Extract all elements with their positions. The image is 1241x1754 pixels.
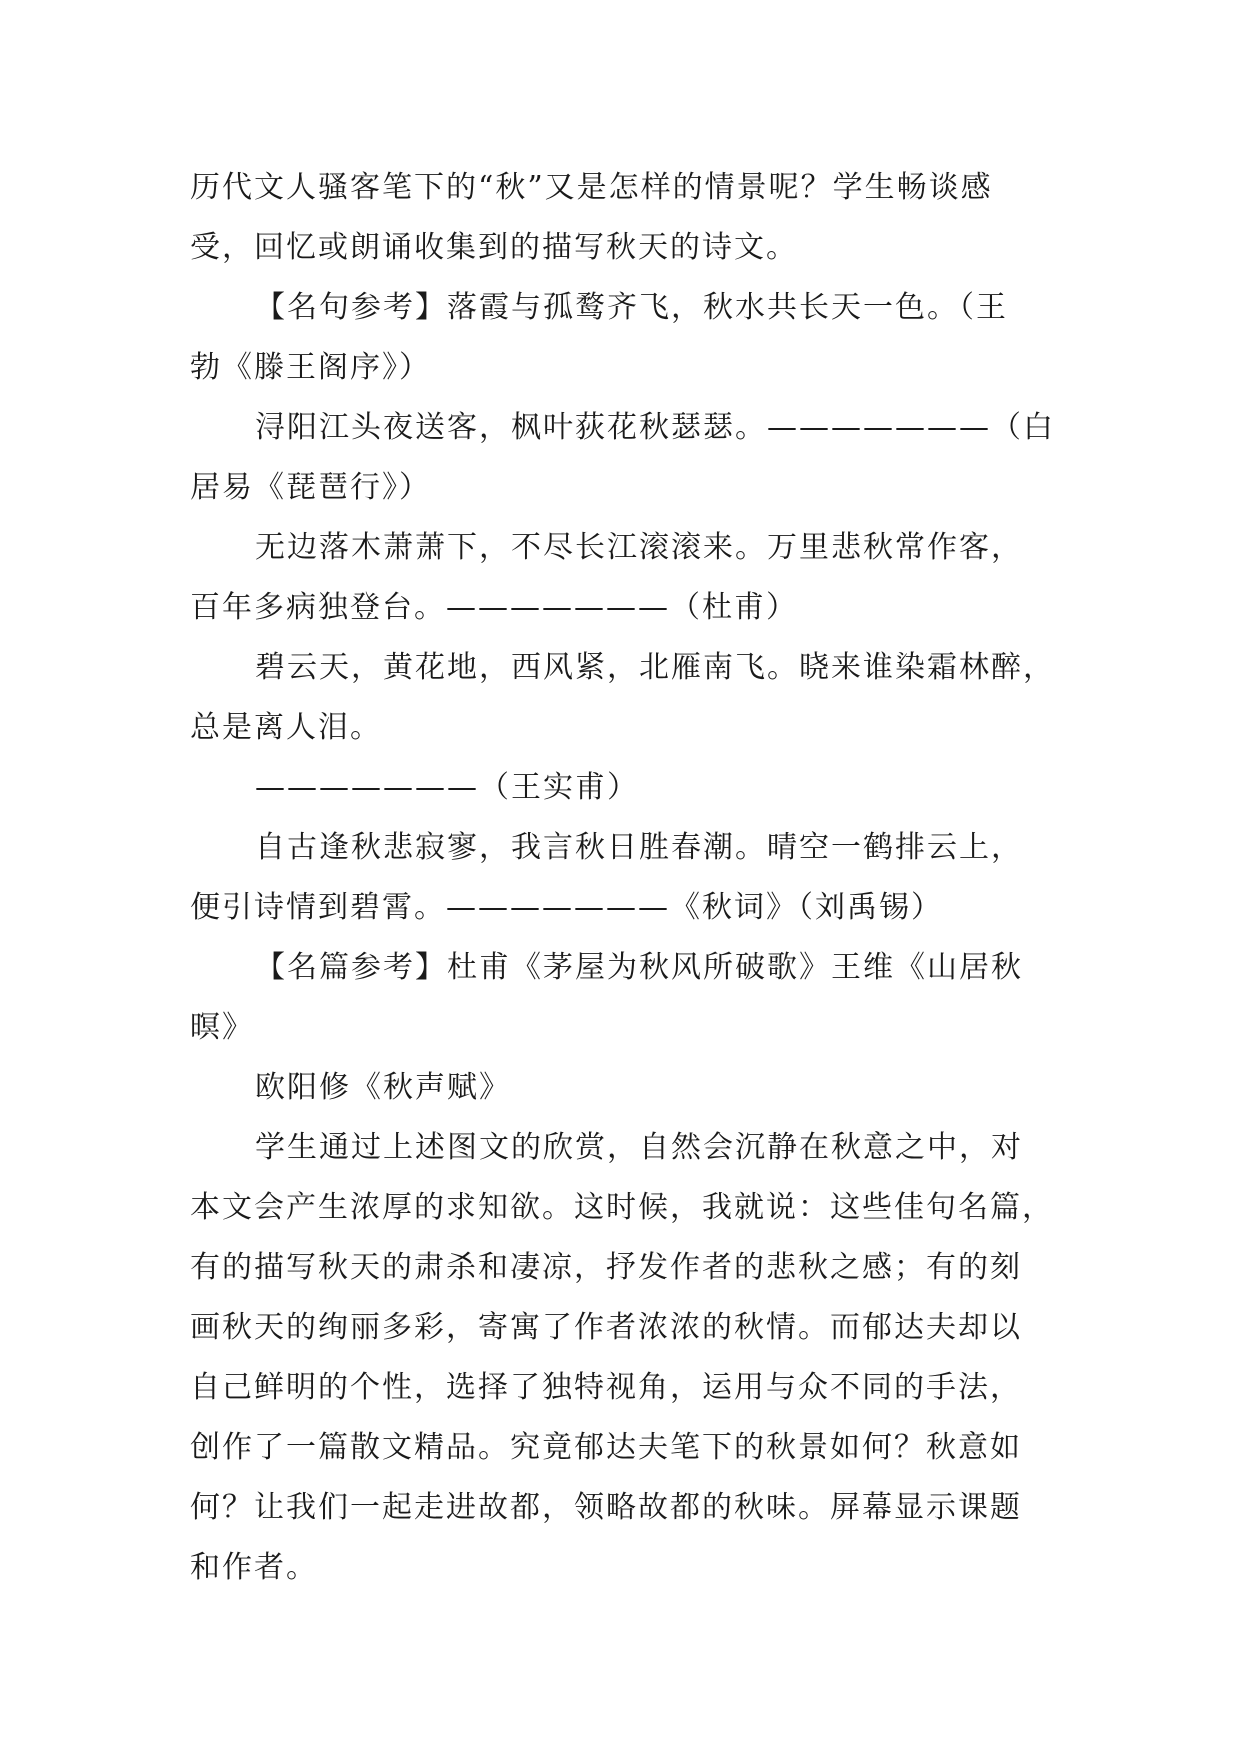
text-line: 学生通过上述图文的欣赏，自然会沉静在秋意之中，对: [255, 1130, 1023, 1165]
text-line: 便引诗情到碧霄。———————《秋词》（刘禹锡）: [190, 890, 943, 925]
text-line: 总是离人泪。: [190, 710, 382, 745]
text-line: 何？让我们一起走进故都，领略故都的秋味。屏幕显示课题: [190, 1490, 1022, 1525]
text-line: 有的描写秋天的肃杀和凄凉，抒发作者的悲秋之感；有的刻: [190, 1250, 1022, 1285]
text-line: 和作者。: [190, 1550, 318, 1585]
text-line: 【名句参考】落霞与孤鹜齐飞，秋水共长天一色。（王: [255, 290, 1008, 325]
text-line: 【名篇参考】杜甫《茅屋为秋风所破歌》王维《山居秋: [255, 950, 1023, 985]
text-line: 自古逢秋悲寂寥，我言秋日胜春潮。晴空一鹤排云上，: [255, 830, 1023, 865]
text-line: 无边落木萧萧下，不尽长江滚滚来。万里悲秋常作客，: [255, 530, 1023, 565]
text-line: 碧云天，黄花地，西风紧，北雁南飞。晓来谁染霜林醉，: [255, 650, 1055, 685]
text-line: 暝》: [190, 1010, 254, 1045]
text-line: 居易《琵琶行》）: [190, 470, 431, 505]
text-line: 勃《滕王阁序》）: [190, 350, 431, 385]
document-body: [190, 158, 1060, 1598]
text-line: 创作了一篇散文精品。究竟郁达夫笔下的秋景如何？秋意如: [190, 1430, 1022, 1465]
text-line: 欧阳修《秋声赋》: [255, 1070, 511, 1105]
text-line: 百年多病独登台。———————（杜甫）: [190, 590, 798, 625]
text-line: 历代文人骚客笔下的“秋”又是怎样的情景呢？学生畅谈感: [190, 170, 993, 205]
text-line: 浔阳江头夜送客，枫叶荻花秋瑟瑟。———————（白: [255, 410, 1055, 445]
text-line: ———————（王实甫）: [255, 770, 639, 805]
text-line: 本文会产生浓厚的求知欲。这时候，我就说：这些佳句名篇，: [190, 1190, 1054, 1225]
text-line: 受，回忆或朗诵收集到的描写秋天的诗文。: [190, 230, 798, 265]
text-line: 自己鲜明的个性，选择了独特视角，运用与众不同的手法，: [190, 1370, 1022, 1405]
text-line: 画秋天的绚丽多彩，寄寓了作者浓浓的秋情。而郁达夫却以: [190, 1310, 1022, 1345]
